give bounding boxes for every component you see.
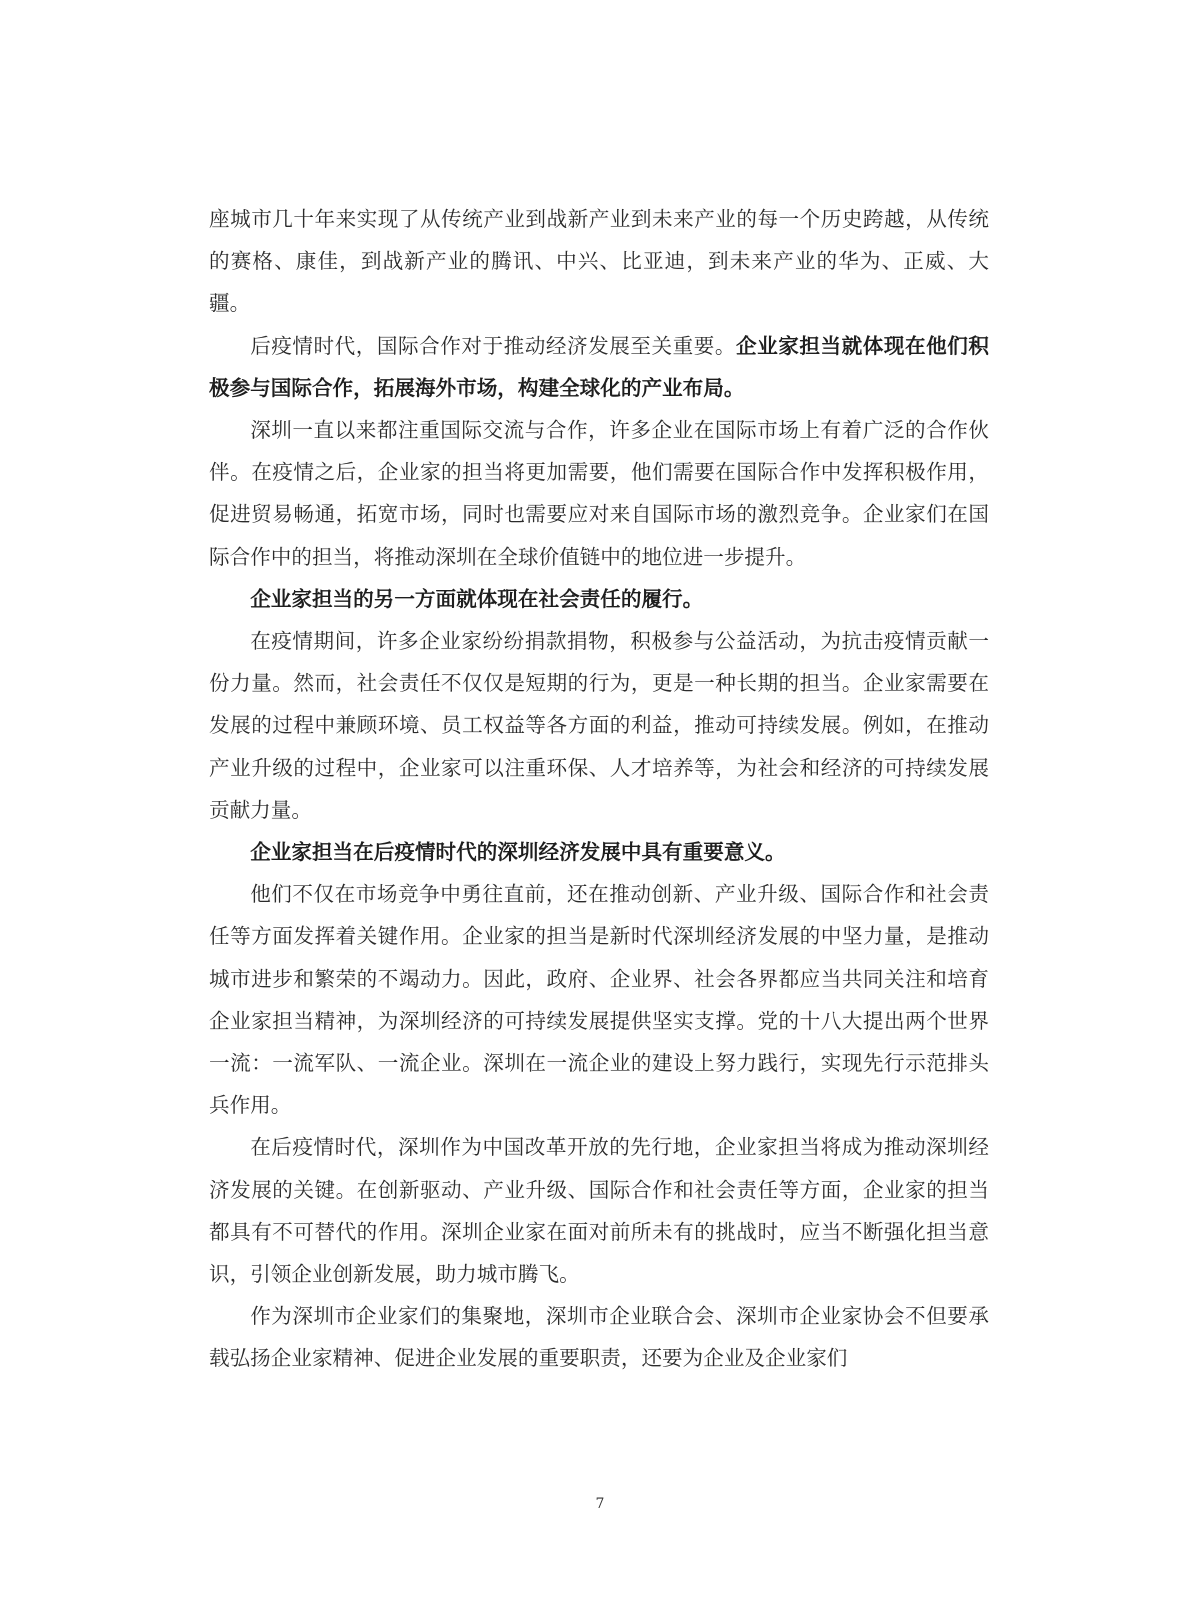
- heading-social-responsibility: 企业家担当的另一方面就体现在社会责任的履行。: [250, 586, 704, 611]
- paragraph-lead-text: 后疫情时代，国际合作对于推动经济发展至关重要。: [250, 333, 737, 358]
- heading-significance: 企业家担当在后疫情时代的深圳经济发展中具有重要意义。: [250, 840, 786, 865]
- paragraph-emphasis-text: 企业家担当就体现在他们积极参与国际合作，拓展海外市场，构建全球化的产业布局。: [209, 333, 990, 400]
- paragraph-international-cooperation: [209, 325, 989, 409]
- paragraph-continuation: 座城市几十年来实现了从传统产业到战新产业到未来产业的每一个历史跨越，从传统的赛格、康佳，到战新产业的腾讯、中兴、比亚迪，到未来产业的华为、正威、大疆。: [209, 207, 989, 316]
- paragraph-post-pandemic: 在后疫情时代，深圳作为中国改革开放的先行地，企业家担当将成为推动深圳经济发展的关键。在创新驱动、产业升级、国际合作和社会责任等方面，企业家的担当都具有不可替代的作用。深圳企业家在面对前所未有的挑战时，应当不断强化担当意识，引领企业创新发展，助力城市腾飞。: [209, 1135, 989, 1287]
- paragraph-shenzhen-exchange: 深圳一直以来都注重国际交流与合作，许多企业在国际市场上有着广泛的合作伙伴。在疫情之后，企业家的担当将更加需要，他们需要在国际合作中发挥积极作用，促进贸易畅通，拓宽市场，同时也需要应对来自国际市场的激烈竞争。企业家们在国际合作中的担当，将推动深圳在全球价值链中的地位进一步提升。: [209, 418, 989, 569]
- paragraph-key-role: 他们不仅在市场竞争中勇往直前，还在推动创新、产业升级、国际合作和社会责任等方面发挥着关键作用。企业家的担当是新时代深圳经济发展的中坚力量，是推动城市进步和繁荣的不竭动力。因此，政府、企业界、社会各界都应当共同关注和培育企业家担当精神，为深圳经济的可持续发展提供坚实支撑。党的十八大提出两个世界一流：一流军队、一流企业。深圳在一流企业的建设上努力践行，实现先行示范排头兵作用。: [209, 882, 989, 1118]
- body-text: [209, 198, 989, 1380]
- paragraph-pandemic-donations: 在疫情期间，许多企业家纷纷捐款捐物，积极参与公益活动，为抗击疫情贡献一份力量。然而，社会责任不仅仅是短期的行为，更是一种长期的担当。企业家需要在发展的过程中兼顾环境、员工权益等各方面的利益，推动可持续发展。例如，在推动产业升级的过程中，企业家可以注重环保、人才培养等，为社会和经济的可持续发展贡献力量。: [209, 629, 989, 822]
- paragraph-associations: 作为深圳市企业家们的集聚地，深圳市企业联合会、深圳市企业家协会不但要承载弘扬企业家精神、促进企业发展的重要职责，还要为企业及企业家们: [209, 1304, 989, 1371]
- page-number: 7: [595, 1496, 605, 1512]
